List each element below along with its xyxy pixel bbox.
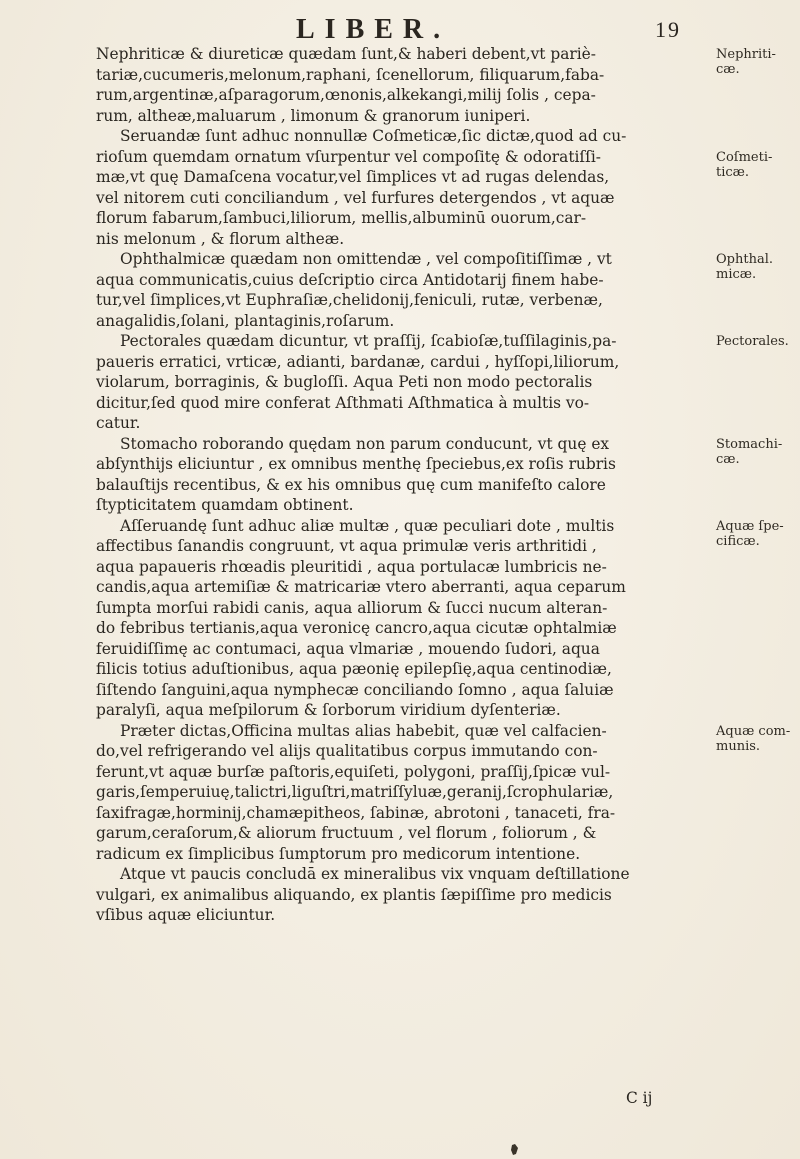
page-header — [0, 14, 800, 44]
margin-note: Coſmeti- ticæ. — [716, 149, 773, 180]
text-line: abſynthijs eliciuntur , ex omnibus menthę ſpeciebus,ex roſis rubris — [96, 455, 616, 473]
text-line: ſaxifragæ,horminij,chamæpitheos, ſabinæ, abrotoni , tanaceti, fra- — [96, 803, 616, 822]
text-line: tur,vel ſimplices,vt Euphraſiæ,chelidonij,feniculi, rutæ, verbenæ, — [96, 291, 603, 309]
text-line: filicis totius aduſtionibus, aqua pæonię epilepſię,aqua centinodiæ, — [96, 660, 612, 678]
text-line: violarum, borraginis, & bugloſſi. Aqua Peti non modo pectoralis — [96, 373, 593, 391]
text-line: catur. — [96, 414, 141, 432]
text-line: vſibus aquæ eliciuntur. — [96, 906, 276, 924]
margin-note: Aquæ com- munis. — [716, 723, 791, 754]
text-line: Ophthalmicæ quædam non omittendæ , vel compoſitiſſimæ , vt — [120, 250, 612, 268]
text-line: rum,argentinæ,aſparagorum,œnonis,alkekangi,milij ſolis , cepa- — [96, 86, 596, 104]
text-line: ſumpta morſui rabidi canis, aqua alliorum & ſucci nucum alteran- — [96, 598, 608, 617]
text-line: radicum ex ſimplicibus ſumptorum pro medicorum intentione. — [96, 844, 581, 863]
text-line: aqua papaueris rhœadis pleuritidi , aqua portulacæ lumbricis ne- — [96, 557, 607, 576]
text-line: candis,aqua artemiſiæ & matricariæ vtero aberranti, aqua ceparum — [96, 578, 626, 596]
page-number: 19 — [655, 17, 681, 42]
text-line: Stomacho roborando quędam non parum conducunt, vt quę ex — [120, 434, 610, 453]
running-title: LIBER. — [296, 14, 451, 45]
text-line: Pectorales quædam dicuntur, vt praſſij, ſcabioſæ,tuſſilaginis,pa- — [120, 332, 617, 350]
text-line: ſtypticitatem quamdam obtinent. — [96, 496, 354, 514]
margin-note: Pectorales. — [716, 334, 789, 349]
text-line: do febribus tertianis,aqua veronicę cancro,aqua cicutæ ophtalmiæ — [96, 619, 617, 637]
text-line: affectibus ſanandis congruunt, vt aqua primulæ veris arthritidi , — [96, 537, 597, 555]
ink-speck — [510, 1144, 519, 1155]
text-line: mæ,vt quę Damaſcena vocatur,vel ſimplices vt ad rugas delendas, — [96, 168, 610, 186]
text-line: rioſum quemdam ornatum vſurpentur vel compoſitę & odoratiſſi- — [96, 147, 601, 166]
text-line: ſiſtendo ſanguini,aqua nymphecæ conciliando ſomno , aqua ſaluiæ — [96, 680, 614, 699]
margin-note: Ophthal. micæ. — [716, 252, 773, 282]
text-line: Seruandæ ſunt adhuc nonnullæ Coſmeticæ,ſic dictæ,quod ad cu- — [120, 127, 627, 145]
text-line: anagalidis,ſolani, plantaginis,roſarum. — [96, 311, 395, 330]
text-line: paralyſi, aqua meſpilorum & ſorborum viridium dyſenteriæ. — [96, 701, 561, 719]
text-line: Atque vt paucis concludā ex mineralibus vix vnquam deſtillatione — [120, 865, 630, 883]
text-line: vel nitorem cuti conciliandum , vel furfures detergendos , vt aquæ — [96, 188, 615, 207]
text-line: balauſtijs recentibus, & ex his omnibus quę cum manifeſto calore — [96, 475, 606, 494]
text-line: paueris erratici, vrticæ, adianti, bardanæ, cardui , hyſſopi,liliorum, — [96, 352, 620, 371]
text-line: rum, altheæ,maluarum , limonum & granorum iuniperi. — [96, 106, 531, 125]
text-line: Præter dictas,Officina multas alias habebit, quæ vel calfacien- — [120, 721, 607, 740]
text-line: garum,ceraſorum,& aliorum fructuum , vel florum , foliorum , & — [96, 824, 597, 842]
text-line: garis,ſemperuiuę,talictri,liguſtri,matriſſyluæ,geranij,ſcrophulariæ, — [96, 783, 614, 801]
margin-note: Nephriti- cæ. — [716, 47, 776, 77]
margin-note: Stomachi- cæ. — [716, 436, 783, 467]
text-line: nis melonum , & florum altheæ. — [96, 229, 345, 248]
text-line: feruidiſſimę ac contumaci, aqua vlmariæ , mouendo ſudori, aqua — [96, 639, 600, 658]
text-line: ferunt,vt aquæ burſæ paſtoris,equiſeti, polygoni, praſſij,ſpicæ vul- — [96, 762, 611, 781]
catchword-signature: C ij — [626, 1089, 653, 1107]
text-line: florum fabarum,ſambuci,liliorum, mellis,albuminū ouorum,car- — [96, 209, 587, 227]
text-line: Nephriticæ & diureticæ quædam ſunt,& haberi debent,vt pariè- — [96, 45, 596, 63]
text-line: aqua communicatis,cuius deſcriptio circa Antidotarij finem habe- — [96, 270, 604, 289]
text-line: Aſſeruandę ſunt adhuc aliæ multæ , quæ peculiari dote , multis — [120, 516, 615, 535]
main-text-column — [96, 44, 713, 926]
text-line: tariæ,cucumeris,melonum,raphani, ſcenellorum, filiquarum,faba- — [96, 65, 605, 84]
text-line: do,vel refrigerando vel alijs qualitatibus corpus immutando con- — [96, 742, 598, 760]
text-line: dicitur,ſed quod mire conferat Aſthmati Aſthmatica à multis vo- — [96, 393, 590, 412]
margin-note: Aquæ ſpe- cificæ. — [716, 518, 784, 549]
text-line: vulgari, ex animalibus aliquando, ex plantis ſæpiſſime pro medicis — [96, 885, 612, 904]
